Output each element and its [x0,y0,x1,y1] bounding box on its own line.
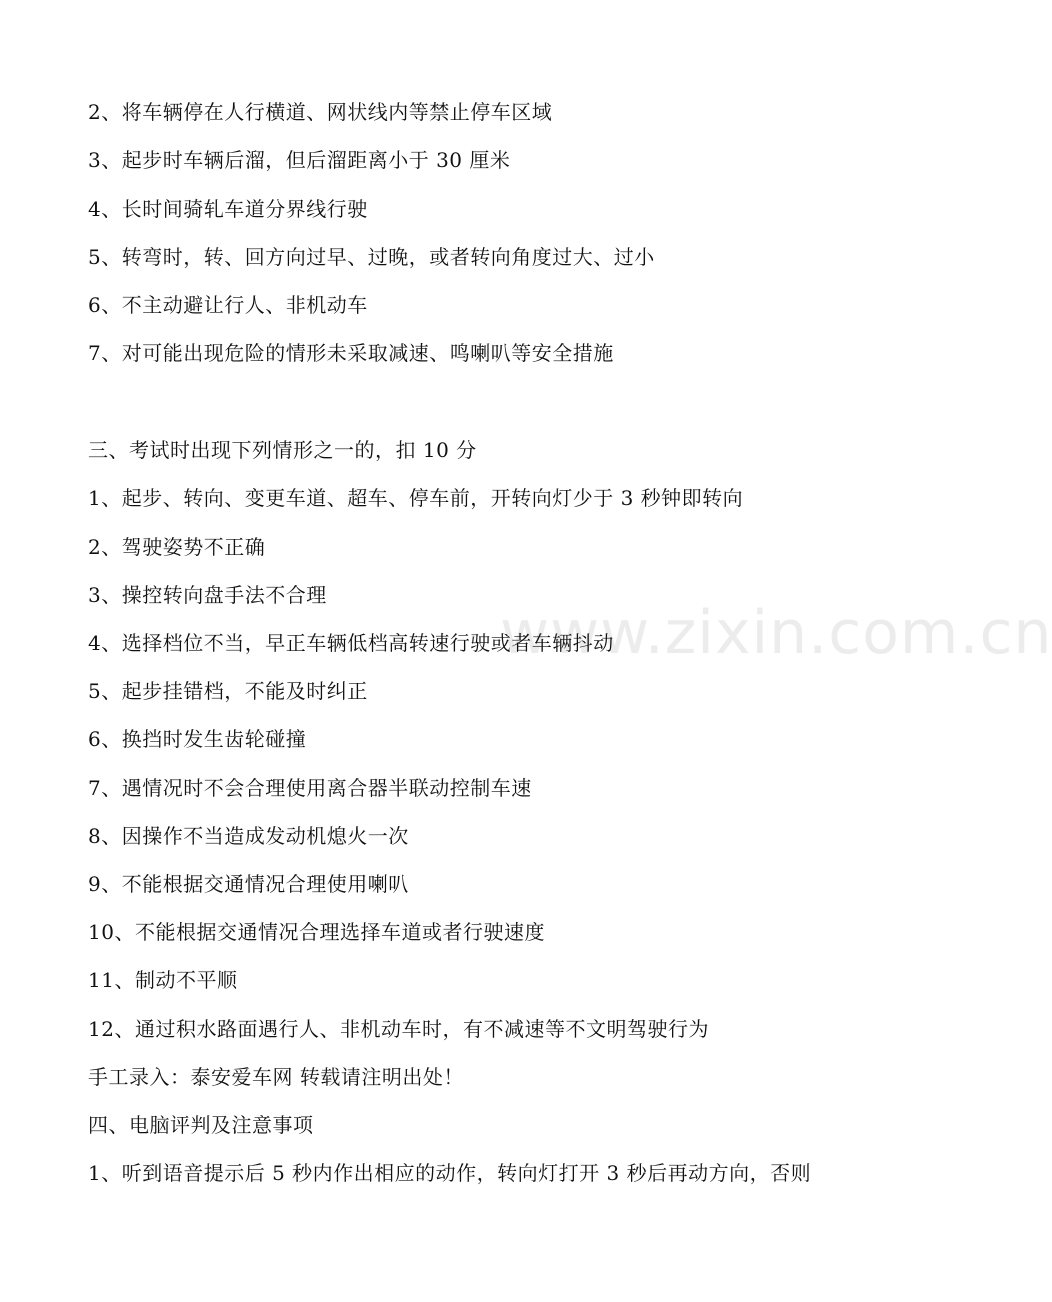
section-3-item-7: 7、遇情况时不会合理使用离合器半联动控制车速 [88,776,532,800]
item-6-yield: 6、不主动避让行人、非机动车 [88,293,368,317]
section-3-item-9: 9、不能根据交通情况合理使用喇叭 [88,872,409,896]
section-3-item-12: 12、通过积水路面遇行人、非机动车时，有不减速等不文明驾驶行为 [88,1017,709,1041]
item-3-rollback: 3、起步时车辆后溜，但后溜距离小于 30 厘米 [88,148,511,172]
section-3-item-5: 5、起步挂错档，不能及时纠正 [88,679,368,703]
section-4-item-1: 1、听到语音提示后 5 秒内作出相应的动作，转向灯打开 3 秒后再动方向，否则 [88,1161,812,1185]
section-3-item-2: 2、驾驶姿势不正确 [88,535,266,559]
section-3-heading: 三、考试时出现下列情形之一的，扣 10 分 [88,438,477,462]
item-4-lane-line: 4、长时间骑轧车道分界线行驶 [88,197,368,221]
section-3-item-6: 6、换挡时发生齿轮碰撞 [88,727,307,751]
source-note: 手工录入：泰安爱车网 转载请注明出处！ [88,1065,464,1089]
section-3-item-8: 8、因操作不当造成发动机熄火一次 [88,824,409,848]
section-3-item-3: 3、操控转向盘手法不合理 [88,583,327,607]
section-3-item-1: 1、起步、转向、变更车道、超车、停车前，开转向灯少于 3 秒钟即转向 [88,486,744,510]
section-3-item-4: 4、选择档位不当，早正车辆低档高转速行驶或者车辆抖动 [88,631,614,655]
section-4-heading: 四、电脑评判及注意事项 [88,1113,314,1137]
item-5-turning: 5、转弯时，转、回方向过早、过晚，或者转向角度过大、过小 [88,245,655,269]
watermark-text: www.zixin.com.cn [500,598,1052,668]
item-7-safety-measures: 7、对可能出现危险的情形未采取减速、鸣喇叭等安全措施 [88,341,614,365]
item-2-parking-zone: 2、将车辆停在人行横道、网状线内等禁止停车区域 [88,100,553,124]
section-3-item-10: 10、不能根据交通情况合理选择车道或者行驶速度 [88,920,545,944]
section-3-item-11: 11、制动不平顺 [88,968,238,992]
